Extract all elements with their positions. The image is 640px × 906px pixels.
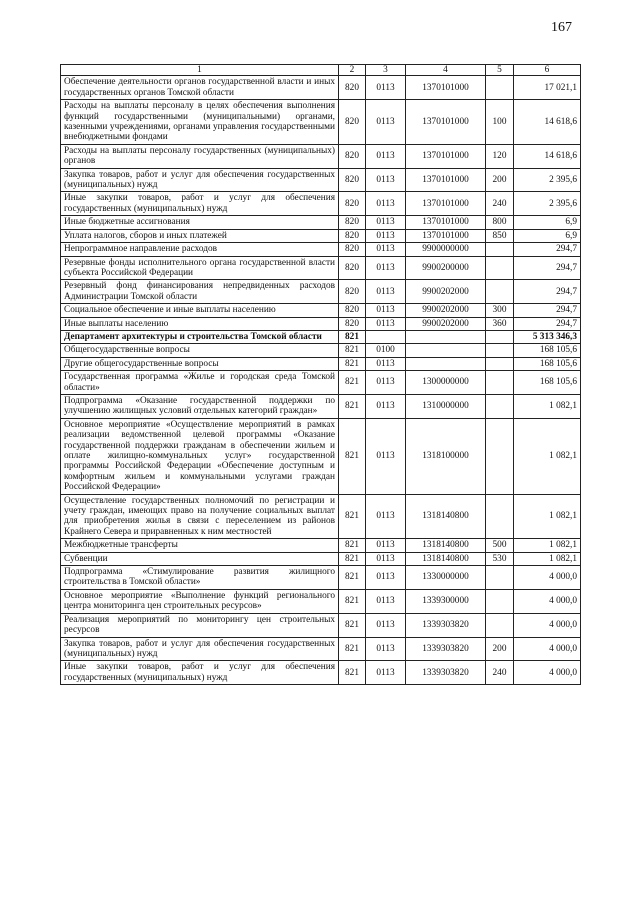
row-target-article-cell (406, 330, 486, 343)
row-name-cell: Уплата налогов, сборов и иных платежей (61, 229, 339, 242)
row-amount-cell: 1 082,1 (514, 552, 581, 565)
row-target-article-cell: 1370101000 (406, 76, 486, 100)
row-expense-type-cell: 200 (486, 168, 514, 192)
row-name-cell: Основное мероприятие «Осуществление мероприятий в рамках реализации ведомственной целевой программы «Оказание государственной поддержки гражданам в обеспечении жильем и оплате жилищно-коммунальных услуг» государственной программы Российской Федерации «Обеспечение доступным и комфортным жильем и коммунальными услугами граждан Российской Федерации» (61, 418, 339, 494)
row-expense-type-cell (486, 494, 514, 539)
row-name-cell: Резервный фонд финансирования непредвиденных расходов Администрации Томской области (61, 280, 339, 304)
row-amount-cell: 294,7 (514, 317, 581, 330)
row-expense-type-cell (486, 344, 514, 357)
row-target-article-cell: 1310000000 (406, 394, 486, 418)
row-amount-cell: 294,7 (514, 256, 581, 280)
row-section-cell: 0113 (366, 589, 406, 613)
row-gr-cell: 820 (339, 280, 366, 304)
row-expense-type-cell: 300 (486, 304, 514, 317)
table-row (61, 317, 581, 330)
row-name-cell: Подпрограмма «Стимулирование развития жилищного строительства в Томской области» (61, 566, 339, 590)
row-target-article-cell: 1318100000 (406, 418, 486, 494)
row-target-article-cell: 1370101000 (406, 168, 486, 192)
table-body (61, 76, 581, 685)
row-name-cell: Межбюджетные трансферты (61, 539, 339, 552)
row-expense-type-cell (486, 357, 514, 370)
row-name-cell: Осуществление государственных полномочий по регистрации и учету граждан, имеющих право на получение социальных выплат для приобретения жилья в связи с переселением из районов Крайнего Севера и приравненных к ним местностей (61, 494, 339, 539)
header-row (61, 65, 581, 76)
row-target-article-cell: 9900200000 (406, 256, 486, 280)
row-name-cell: Иные закупки товаров, работ и услуг для обеспечения государственных (муниципальных) нужд (61, 192, 339, 216)
row-section-cell: 0113 (366, 144, 406, 168)
row-expense-type-cell: 850 (486, 229, 514, 242)
row-expense-type-cell: 800 (486, 216, 514, 229)
row-target-article-cell: 1339303820 (406, 661, 486, 685)
row-name-cell: Резервные фонды исполнительного органа государственной власти субъекта Российской Федерации (61, 256, 339, 280)
row-target-article-cell: 1339300000 (406, 589, 486, 613)
row-expense-type-cell (486, 76, 514, 100)
table-row (61, 100, 581, 145)
column-header-1: 1 (61, 65, 339, 76)
row-expense-type-cell (486, 330, 514, 343)
table-row (61, 76, 581, 100)
row-section-cell: 0113 (366, 637, 406, 661)
row-section-cell: 0113 (366, 192, 406, 216)
column-header-5: 5 (486, 65, 514, 76)
row-gr-cell: 821 (339, 418, 366, 494)
row-gr-cell: 821 (339, 371, 366, 395)
row-amount-cell: 294,7 (514, 304, 581, 317)
table-row (61, 344, 581, 357)
row-expense-type-cell (486, 256, 514, 280)
column-header-4: 4 (406, 65, 486, 76)
row-amount-cell: 14 618,6 (514, 100, 581, 145)
row-amount-cell: 2 395,6 (514, 168, 581, 192)
row-amount-cell: 4 000,0 (514, 613, 581, 637)
table-row (61, 304, 581, 317)
row-name-cell: Государственная программа «Жилье и городская среда Томской области» (61, 371, 339, 395)
row-section-cell: 0113 (366, 76, 406, 100)
row-section-cell: 0113 (366, 371, 406, 395)
table-row (61, 613, 581, 637)
row-gr-cell: 821 (339, 539, 366, 552)
row-target-article-cell: 1339303820 (406, 613, 486, 637)
row-amount-cell: 168 105,6 (514, 371, 581, 395)
row-gr-cell: 820 (339, 256, 366, 280)
row-gr-cell: 821 (339, 566, 366, 590)
row-gr-cell: 821 (339, 613, 366, 637)
row-gr-cell: 820 (339, 317, 366, 330)
row-target-article-cell (406, 357, 486, 370)
row-gr-cell: 821 (339, 661, 366, 685)
row-section-cell: 0113 (366, 566, 406, 590)
row-gr-cell: 820 (339, 76, 366, 100)
budget-table (60, 64, 581, 685)
row-gr-cell: 821 (339, 330, 366, 343)
row-gr-cell: 821 (339, 344, 366, 357)
table-row (61, 330, 581, 343)
row-gr-cell: 821 (339, 494, 366, 539)
table-row (61, 539, 581, 552)
page-number: 167 (551, 20, 572, 35)
row-amount-cell: 4 000,0 (514, 589, 581, 613)
table-row (61, 192, 581, 216)
row-section-cell: 0113 (366, 539, 406, 552)
row-target-article-cell: 1370101000 (406, 192, 486, 216)
row-amount-cell: 4 000,0 (514, 637, 581, 661)
row-amount-cell: 294,7 (514, 243, 581, 256)
row-amount-cell: 14 618,6 (514, 144, 581, 168)
row-target-article-cell: 1339303820 (406, 637, 486, 661)
table-row (61, 168, 581, 192)
row-section-cell: 0100 (366, 344, 406, 357)
column-header-6: 6 (514, 65, 581, 76)
row-gr-cell: 820 (339, 243, 366, 256)
table-row (61, 371, 581, 395)
row-expense-type-cell (486, 589, 514, 613)
row-expense-type-cell: 240 (486, 661, 514, 685)
row-expense-type-cell: 240 (486, 192, 514, 216)
row-gr-cell: 820 (339, 229, 366, 242)
table-row (61, 637, 581, 661)
table-row (61, 216, 581, 229)
table-row (61, 229, 581, 242)
row-name-cell: Основное мероприятие «Выполнение функций регионального центра мониторинга цен строительных ресурсов» (61, 589, 339, 613)
table-row (61, 280, 581, 304)
row-amount-cell: 6,9 (514, 216, 581, 229)
row-gr-cell: 821 (339, 637, 366, 661)
row-name-cell: Иные бюджетные ассигнования (61, 216, 339, 229)
row-expense-type-cell (486, 566, 514, 590)
row-expense-type-cell (486, 613, 514, 637)
row-section-cell: 0113 (366, 280, 406, 304)
row-amount-cell: 4 000,0 (514, 566, 581, 590)
row-name-cell: Иные закупки товаров, работ и услуг для обеспечения государственных (муниципальных) нужд (61, 661, 339, 685)
row-section-cell: 0113 (366, 394, 406, 418)
row-amount-cell: 5 313 346,3 (514, 330, 581, 343)
row-gr-cell: 821 (339, 589, 366, 613)
row-name-cell: Реализация мероприятий по мониторингу цен строительных ресурсов (61, 613, 339, 637)
row-name-cell: Субвенции (61, 552, 339, 565)
row-gr-cell: 820 (339, 216, 366, 229)
row-target-article-cell: 1318140800 (406, 494, 486, 539)
row-target-article-cell: 9900202000 (406, 304, 486, 317)
row-name-cell: Социальное обеспечение и иные выплаты населению (61, 304, 339, 317)
column-header-2: 2 (339, 65, 366, 76)
row-name-cell: Закупка товаров, работ и услуг для обеспечения государственных (муниципальных) нужд (61, 637, 339, 661)
row-expense-type-cell: 200 (486, 637, 514, 661)
row-target-article-cell (406, 344, 486, 357)
table-row (61, 418, 581, 494)
row-target-article-cell: 9900202000 (406, 280, 486, 304)
row-name-cell: Департамент архитектуры и строительства Томской области (61, 330, 339, 343)
row-amount-cell: 294,7 (514, 280, 581, 304)
row-name-cell: Расходы на выплаты персоналу в целях обеспечения выполнения функций государственными (муниципальными) органами, казенными учреждениями, органами управления государственными внебюджетными фондами (61, 100, 339, 145)
row-section-cell: 0113 (366, 552, 406, 565)
table-row (61, 494, 581, 539)
row-amount-cell: 1 082,1 (514, 394, 581, 418)
row-expense-type-cell: 360 (486, 317, 514, 330)
row-target-article-cell: 9900000000 (406, 243, 486, 256)
row-name-cell: Расходы на выплаты персоналу государственных (муниципальных) органов (61, 144, 339, 168)
row-section-cell: 0113 (366, 168, 406, 192)
row-section-cell: 0113 (366, 357, 406, 370)
row-section-cell: 0113 (366, 613, 406, 637)
row-amount-cell: 1 082,1 (514, 418, 581, 494)
row-section-cell: 0113 (366, 229, 406, 242)
row-gr-cell: 820 (339, 168, 366, 192)
row-amount-cell: 4 000,0 (514, 661, 581, 685)
row-amount-cell: 1 082,1 (514, 539, 581, 552)
table-header (61, 65, 581, 76)
row-amount-cell: 1 082,1 (514, 494, 581, 539)
row-amount-cell: 2 395,6 (514, 192, 581, 216)
row-gr-cell: 820 (339, 100, 366, 145)
row-expense-type-cell: 120 (486, 144, 514, 168)
row-amount-cell: 17 021,1 (514, 76, 581, 100)
table-row (61, 661, 581, 685)
row-name-cell: Обеспечение деятельности органов государственной власти и иных государственных органов Томской области (61, 76, 339, 100)
row-section-cell: 0113 (366, 317, 406, 330)
row-name-cell: Подпрограмма «Оказание государственной поддержки по улучшению жилищных условий отдельных категорий граждан» (61, 394, 339, 418)
table-row (61, 357, 581, 370)
row-name-cell: Иные выплаты населению (61, 317, 339, 330)
row-section-cell: 0113 (366, 100, 406, 145)
row-target-article-cell: 1318140800 (406, 552, 486, 565)
row-gr-cell: 820 (339, 144, 366, 168)
row-name-cell: Другие общегосударственные вопросы (61, 357, 339, 370)
row-expense-type-cell (486, 280, 514, 304)
row-gr-cell: 821 (339, 394, 366, 418)
row-target-article-cell: 1330000000 (406, 566, 486, 590)
row-amount-cell: 6,9 (514, 229, 581, 242)
row-target-article-cell: 9900202000 (406, 317, 486, 330)
table-row (61, 589, 581, 613)
table-row (61, 256, 581, 280)
row-section-cell: 0113 (366, 243, 406, 256)
row-section-cell: 0113 (366, 661, 406, 685)
row-section-cell: 0113 (366, 418, 406, 494)
table-row (61, 394, 581, 418)
row-target-article-cell: 1370101000 (406, 144, 486, 168)
row-expense-type-cell (486, 418, 514, 494)
row-expense-type-cell: 100 (486, 100, 514, 145)
row-section-cell: 0113 (366, 494, 406, 539)
row-target-article-cell: 1370101000 (406, 229, 486, 242)
row-gr-cell: 820 (339, 304, 366, 317)
row-name-cell: Общегосударственные вопросы (61, 344, 339, 357)
row-amount-cell: 168 105,6 (514, 344, 581, 357)
row-gr-cell: 820 (339, 192, 366, 216)
table-row (61, 566, 581, 590)
row-expense-type-cell (486, 394, 514, 418)
row-section-cell: 0113 (366, 256, 406, 280)
row-amount-cell: 168 105,6 (514, 357, 581, 370)
row-gr-cell: 821 (339, 357, 366, 370)
row-expense-type-cell: 500 (486, 539, 514, 552)
row-section-cell: 0113 (366, 216, 406, 229)
table-row (61, 144, 581, 168)
table-row (61, 243, 581, 256)
table-row (61, 552, 581, 565)
row-section-cell (366, 330, 406, 343)
row-gr-cell: 821 (339, 552, 366, 565)
row-section-cell: 0113 (366, 304, 406, 317)
row-expense-type-cell: 530 (486, 552, 514, 565)
row-name-cell: Непрограммное направление расходов (61, 243, 339, 256)
row-target-article-cell: 1300000000 (406, 371, 486, 395)
row-target-article-cell: 1370101000 (406, 100, 486, 145)
row-target-article-cell: 1318140800 (406, 539, 486, 552)
row-expense-type-cell (486, 371, 514, 395)
row-target-article-cell: 1370101000 (406, 216, 486, 229)
column-header-3: 3 (366, 65, 406, 76)
row-name-cell: Закупка товаров, работ и услуг для обеспечения государственных (муниципальных) нужд (61, 168, 339, 192)
row-expense-type-cell (486, 243, 514, 256)
